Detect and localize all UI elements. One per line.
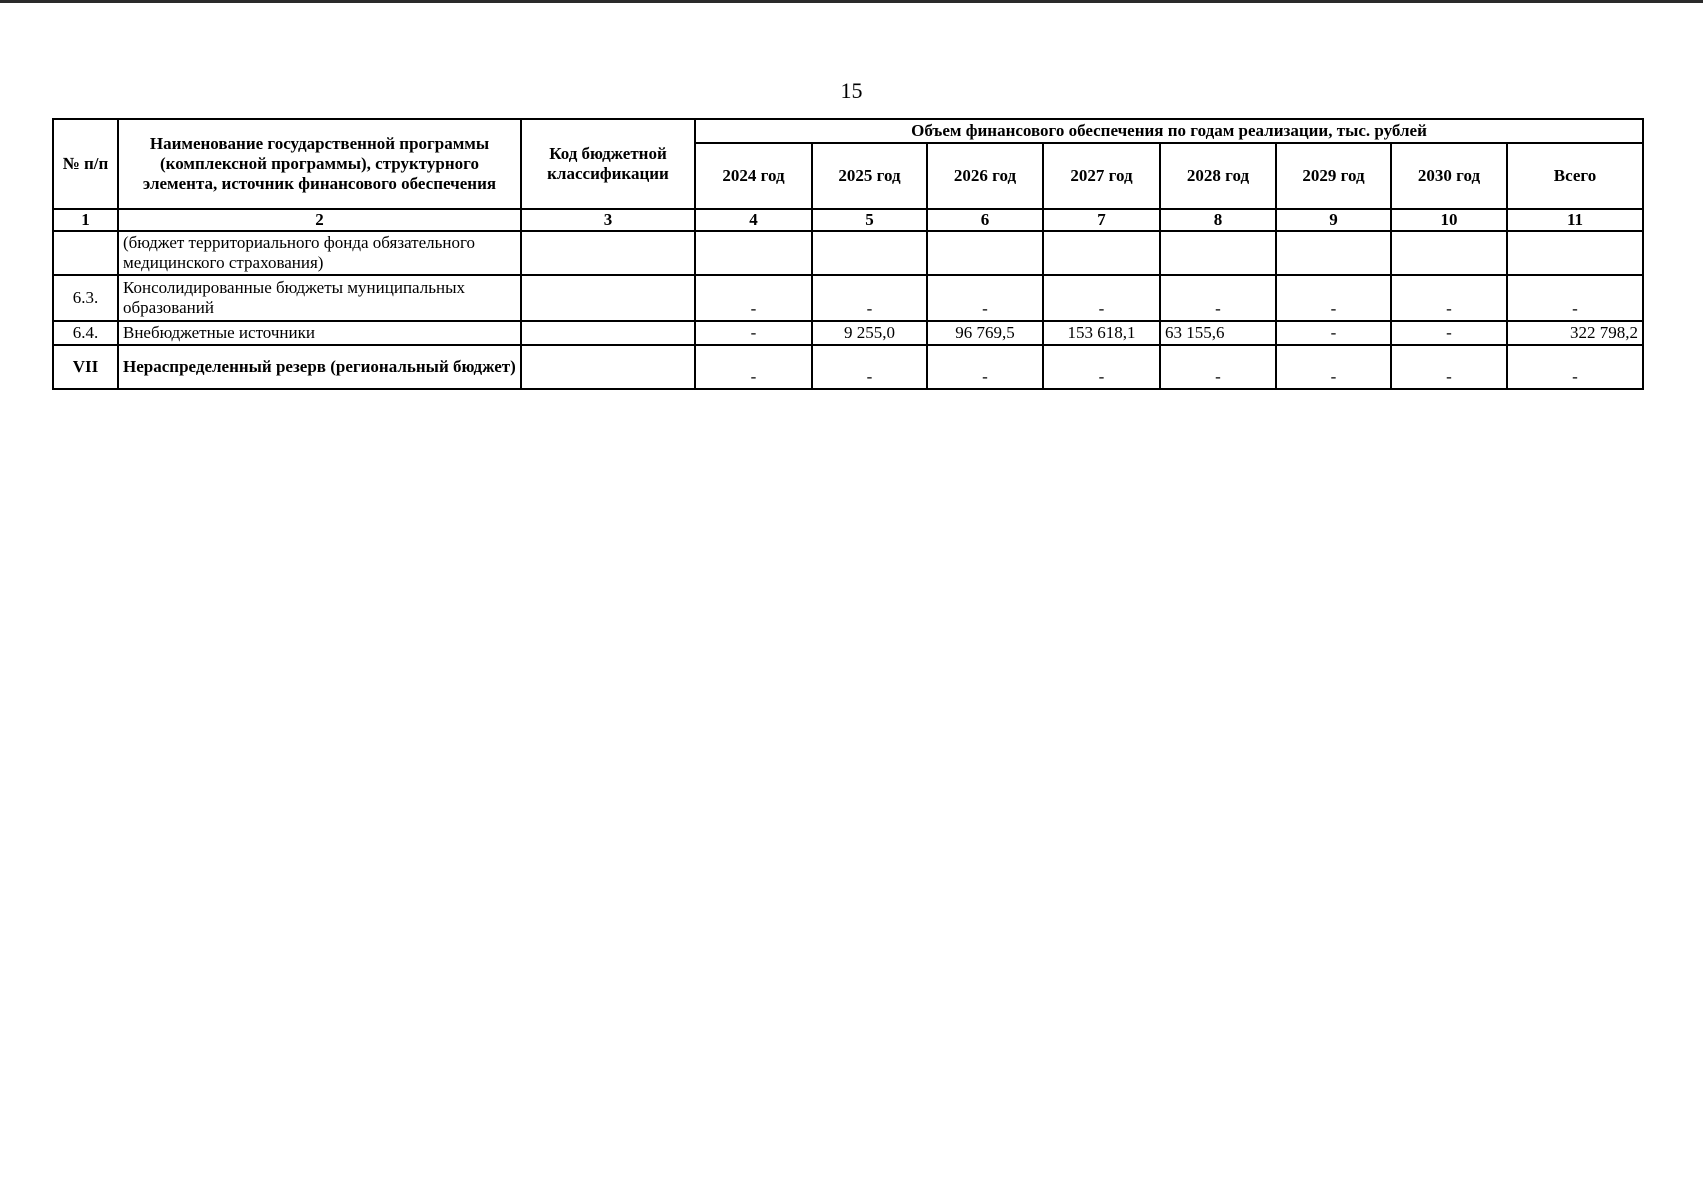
column-number: 7: [1043, 209, 1160, 231]
table-row: [53, 231, 1643, 275]
row-value: -: [1391, 345, 1507, 389]
column-number: 9: [1276, 209, 1391, 231]
header-year-2028: 2028 год: [1160, 143, 1276, 209]
row-value: -: [1391, 321, 1507, 345]
row-value: [1391, 231, 1507, 275]
row-total: -: [1507, 275, 1643, 321]
row-value: [1276, 231, 1391, 275]
header-year-2027: 2027 год: [1043, 143, 1160, 209]
row-value: -: [1276, 321, 1391, 345]
row-total: 322 798,2: [1507, 321, 1643, 345]
column-number: 2: [118, 209, 521, 231]
header-year-2029: 2029 год: [1276, 143, 1391, 209]
row-value: [695, 231, 812, 275]
row-value: 9 255,0: [812, 321, 927, 345]
row-value: [927, 231, 1043, 275]
row-name: Внебюджетные источники: [118, 321, 521, 345]
header-code: Код бюджетной классификации: [521, 119, 695, 209]
column-number: 6: [927, 209, 1043, 231]
column-number: 1: [53, 209, 118, 231]
table-row: [53, 345, 1643, 389]
row-value: -: [695, 345, 812, 389]
row-value: 96 769,5: [927, 321, 1043, 345]
header-year-2026: 2026 год: [927, 143, 1043, 209]
header-year-2024: 2024 год: [695, 143, 812, 209]
column-number: 4: [695, 209, 812, 231]
finance-table: [52, 118, 1644, 390]
row-number: [53, 231, 118, 275]
row-value: -: [1391, 275, 1507, 321]
row-value: [1043, 231, 1160, 275]
column-number: 8: [1160, 209, 1276, 231]
table-row: [53, 321, 1643, 345]
row-code: [521, 275, 695, 321]
row-value: -: [1160, 275, 1276, 321]
row-code: [521, 321, 695, 345]
row-value: -: [1043, 275, 1160, 321]
row-name: Нераспределенный резерв (региональный бюджет): [118, 345, 521, 389]
row-name: Консолидированные бюджеты муниципальных образований: [118, 275, 521, 321]
column-number: 11: [1507, 209, 1643, 231]
column-number: 3: [521, 209, 695, 231]
row-value: -: [1276, 275, 1391, 321]
row-value: -: [812, 275, 927, 321]
row-value: [812, 231, 927, 275]
row-total: -: [1507, 345, 1643, 389]
header-year-2030: 2030 год: [1391, 143, 1507, 209]
row-value: -: [927, 345, 1043, 389]
header-year-2025: 2025 год: [812, 143, 927, 209]
row-value: -: [1043, 345, 1160, 389]
row-number: 6.3.: [53, 275, 118, 321]
header-financing-group: Объем финансового обеспечения по годам реализации, тыс. рублей: [695, 119, 1643, 143]
row-total: [1507, 231, 1643, 275]
row-code: [521, 345, 695, 389]
table-row: [53, 275, 1643, 321]
row-number: VII: [53, 345, 118, 389]
column-number: 10: [1391, 209, 1507, 231]
row-name: (бюджет территориального фонда обязательного медицинского страхования): [118, 231, 521, 275]
row-value: -: [695, 275, 812, 321]
top-rule: [0, 0, 1703, 3]
row-value: -: [695, 321, 812, 345]
header-total: Всего: [1507, 143, 1643, 209]
row-value: -: [1160, 345, 1276, 389]
column-number-row: [53, 209, 1643, 231]
row-value: 153 618,1: [1043, 321, 1160, 345]
row-value: -: [1276, 345, 1391, 389]
header-name: Наименование государственной программы (комплексной программы), структурного элемента, источник финансового обеспечения: [118, 119, 521, 209]
column-number: 5: [812, 209, 927, 231]
header-number: № п/п: [53, 119, 118, 209]
row-number: 6.4.: [53, 321, 118, 345]
row-value: [1160, 231, 1276, 275]
row-code: [521, 231, 695, 275]
row-value: -: [927, 275, 1043, 321]
row-value: -: [812, 345, 927, 389]
header-row-1: [53, 119, 1643, 143]
row-value: 63 155,6: [1160, 321, 1276, 345]
page-number: 15: [840, 78, 863, 103]
